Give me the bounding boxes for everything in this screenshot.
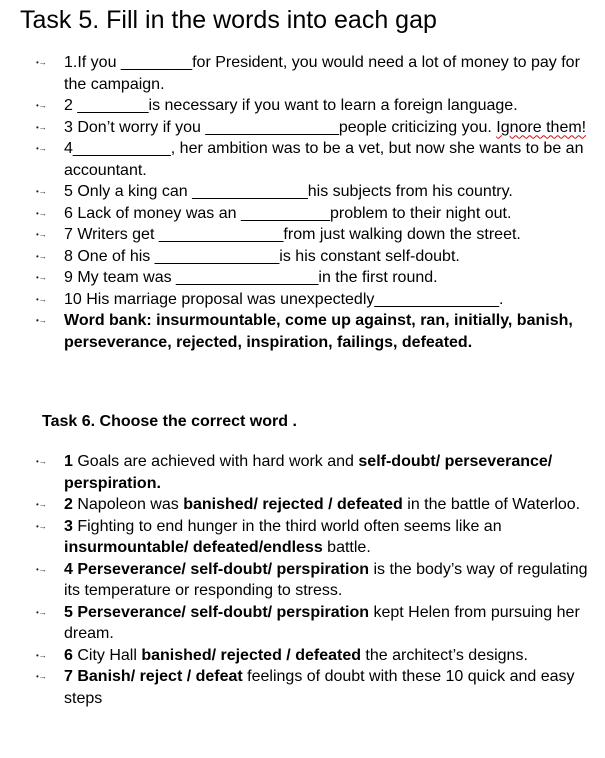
task5-item-1 (36, 52, 598, 95)
bullet-arrow-icon: •→ (36, 607, 47, 617)
task5-item-10-text: 10 His marriage proposal was unexpectedly______________. (64, 290, 504, 308)
sentence-text: is the body’s way of regulating its temperature or responding to stress. (64, 560, 588, 599)
word-choices: insurmountable/ defeated/endless (64, 539, 323, 556)
bullet-arrow-icon: •→ (36, 58, 47, 67)
task5-item-6-text: 6 Lack of money was an __________problem to their night out. (64, 204, 512, 222)
item-number: 2 (64, 496, 73, 513)
bullet-arrow-icon: •→ (36, 251, 47, 261)
task6-title: Task 6. Choose the correct word . (42, 413, 297, 430)
bullet-arrow-icon: •→ (36, 316, 47, 325)
sentence-text: City Hall (72, 646, 142, 664)
word-choices: banished/ rejected / defeated (141, 646, 361, 664)
task5-item-2-text: 2 ________is necessary if you want to learn a foreign language. (64, 97, 518, 114)
word-choices: banished/ rejected / defeated (183, 496, 403, 513)
sentence-text: feelings of doubt with these 10 quick and easy steps (64, 668, 575, 707)
item-number: 1 (64, 453, 73, 470)
bullet-arrow-icon: •→ (36, 294, 47, 304)
task5-title: Task 5. Fill in the words into each gap (20, 6, 437, 34)
word-choices: 7 Banish/ reject / defeat (64, 668, 243, 685)
bullet-arrow-icon: •→ (36, 122, 47, 132)
task5-item-7-text: 7 Writers get ______________from just walking down the street. (64, 226, 521, 243)
task5-item-3 (36, 117, 598, 139)
task6-item-6 (36, 645, 598, 667)
bullet-arrow-icon: •→ (36, 521, 47, 531)
word-bank (36, 310, 598, 353)
bullet-arrow-icon: •→ (36, 208, 47, 218)
task6-list (36, 451, 598, 709)
bullet-arrow-icon: •→ (36, 187, 47, 196)
word-bank-text: Word bank: insurmountable, come up against, ran, initially, banish, perseverance, rejected, inspiration, failings, defeated. (64, 312, 573, 351)
task5-item-4 (36, 138, 598, 181)
word-choices: 4 Perseverance/ self-doubt/ perspiration (64, 560, 369, 578)
sentence-text: the architect’s designs. (360, 646, 528, 664)
task5-item-3-text: 3 Don’t worry if you _______________people criticizing you. (64, 118, 497, 136)
bullet-arrow-icon: •→ (36, 672, 47, 681)
task6-item-2 (36, 494, 598, 516)
sentence-text: kept Helen from pursuing her dream. (64, 603, 580, 642)
task6-item-5 (36, 602, 598, 645)
task5-item-8-text: 8 One of his ______________is his constant self-doubt. (64, 247, 460, 265)
task5-list (36, 52, 598, 353)
sentence-text: Goals are achieved with hard work and (72, 453, 359, 470)
bullet-arrow-icon: •→ (36, 500, 47, 509)
item-number: 6 (64, 646, 73, 664)
sentence-text: Fighting to end hunger in the third world often seems like an (72, 517, 502, 535)
task5-item-10 (36, 289, 598, 311)
task5-item-5 (36, 181, 598, 203)
task5-item-1-text: 1.If you ________for President, you would need a lot of money to pay for the campaign. (64, 54, 580, 93)
task5-item-6 (36, 203, 598, 225)
bullet-arrow-icon: •→ (36, 457, 47, 466)
task6-item-3 (36, 516, 598, 559)
task5-item-4-text: 4___________, her ambition was to be a vet, but now she wants to be an accountant. (64, 140, 584, 179)
bullet-arrow-icon: •→ (36, 650, 47, 660)
task6-item-7 (36, 666, 598, 709)
task5-item-9 (36, 267, 598, 289)
task6-item-4 (36, 559, 598, 602)
item-number: 3 (64, 517, 73, 535)
bullet-arrow-icon: •→ (36, 144, 47, 153)
bullet-arrow-icon: •→ (36, 230, 47, 239)
task5-item-8 (36, 246, 598, 268)
task5-item-5-text: 5 Only a king can _____________his subjects from his country. (64, 183, 513, 200)
sentence-text: in the battle of Waterloo. (402, 496, 581, 513)
task5-item-7 (36, 224, 598, 246)
sentence-text: battle. (322, 539, 371, 556)
spellcheck-flagged-text[interactable]: Ignore them! (496, 118, 587, 136)
task5-item-9-text: 9 My team was ________________in the first round. (64, 269, 438, 286)
bullet-arrow-icon: •→ (36, 101, 47, 110)
task5-item-2 (36, 95, 598, 117)
word-choices: 5 Perseverance/ self-doubt/ perspiration (64, 603, 369, 621)
word-choices: self-doubt/ perseverance/ perspiration. (64, 453, 553, 492)
task6-item-1 (36, 451, 598, 494)
sentence-text: Napoleon was (72, 496, 184, 513)
bullet-arrow-icon: •→ (36, 273, 47, 282)
bullet-arrow-icon: •→ (36, 564, 47, 574)
